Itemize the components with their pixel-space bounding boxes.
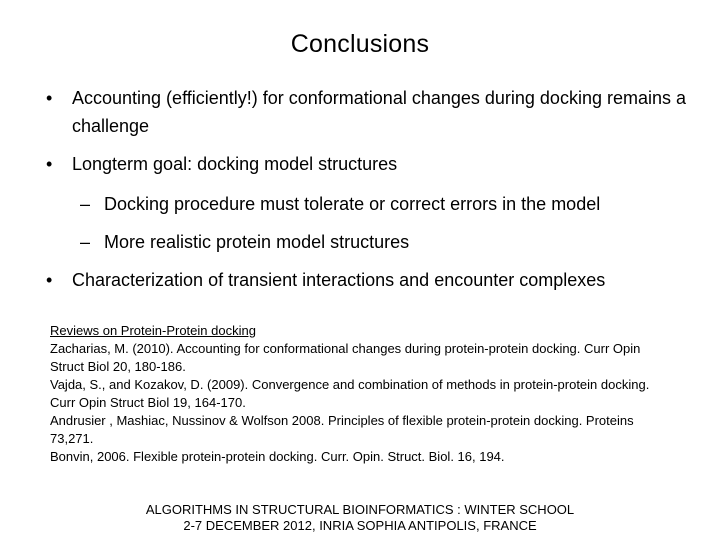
slide-title: Conclusions bbox=[290, 30, 430, 58]
footer-line-2: 2-7 DECEMBER 2012, INRIA SOPHIA ANTIPOLIS, FRANCE bbox=[183, 518, 537, 533]
sub-bullet-text: More realistic protein model structures bbox=[104, 232, 410, 252]
footer-line-1: ALGORITHMS IN STRUCTURAL BIOINFORMATICS : WINTER SCHOOL bbox=[145, 502, 575, 517]
reference-item: Zacharias, M. (2010). Accounting for conformational changes during protein-protein docking. Curr Opin Struct Biol 20, 180-186. bbox=[50, 341, 641, 374]
references-heading: Reviews on Protein-Protein docking bbox=[50, 323, 256, 338]
bullet-text: Accounting (efficiently!) for conformational changes during docking remains a challenge bbox=[72, 88, 686, 136]
references-block bbox=[50, 322, 670, 466]
sub-bullet-text: Docking procedure must tolerate or correct errors in the model bbox=[104, 194, 601, 214]
slide-footer bbox=[0, 502, 720, 534]
reference-item: Andrusier , Mashiac, Nussinov & Wolfson 2008. Principles of flexible protein-protein docking. Proteins 73,271. bbox=[50, 413, 634, 446]
bullet-text: Longterm goal: docking model structures bbox=[72, 154, 398, 174]
bullet-item bbox=[46, 84, 686, 140]
sub-bullet-item bbox=[80, 228, 680, 256]
reference-item: Bonvin, 2006. Flexible protein-protein docking. Curr. Opin. Struct. Biol. 16, 194. bbox=[50, 449, 505, 464]
sub-bullet-item bbox=[80, 190, 680, 218]
bullet-item bbox=[46, 266, 686, 294]
bullet-marker: • bbox=[46, 154, 53, 174]
reference-item: Vajda, S., and Kozakov, D. (2009). Convergence and combination of methods in protein-protein docking. Curr Opin Struct Biol 19, 164-170. bbox=[50, 377, 650, 410]
bullet-text: Characterization of transient interactions and encounter complexes bbox=[72, 270, 606, 290]
bullet-marker: • bbox=[46, 270, 53, 290]
sub-bullet-marker: – bbox=[80, 194, 91, 214]
bullet-item bbox=[46, 150, 686, 178]
bullet-marker: • bbox=[46, 88, 53, 108]
sub-bullet-marker: – bbox=[80, 232, 91, 252]
